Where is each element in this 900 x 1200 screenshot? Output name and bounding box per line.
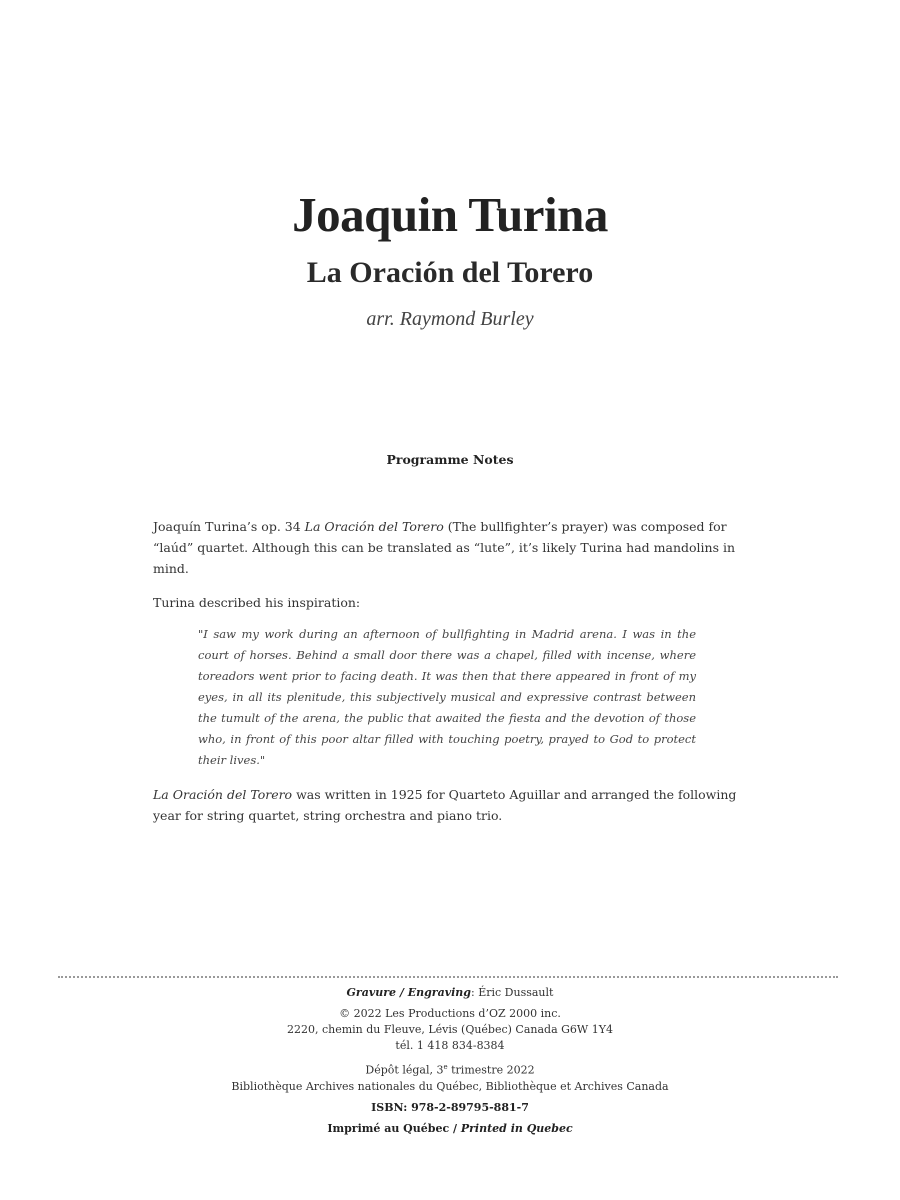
engraving-label-en: Engraving: [407, 986, 471, 999]
depot-suffix: trimestre 2022: [447, 1063, 535, 1077]
phone-line: tél. 1 418 834-8384: [395, 1039, 505, 1052]
depot-prefix: Dépôt légal, 3: [365, 1063, 444, 1077]
work-title-inline: La Oración del Torero: [304, 519, 444, 534]
composer-name: Joaquin Turina: [292, 187, 608, 242]
depot-line: [0, 1059, 900, 1079]
notes-paragraph-inspiration: Turina described his inspiration:: [153, 595, 361, 610]
copyright-line: © 2022 Les Productions d’OZ 2000 inc.: [339, 1007, 561, 1020]
engraver-name: : Éric Dussault: [471, 986, 554, 999]
isbn-text: ISBN: 978-2-89795-881-7: [371, 1100, 529, 1114]
intro-text-rest: (The bullfighter’s prayer) was composed for “laúd” quartet. Although this can be translated as “lute”, it’s likely Turina had mandolins in mind.: [153, 519, 736, 576]
arranger-credit: arr. Raymond Burley: [366, 308, 534, 330]
depot-sup: e: [443, 1063, 448, 1071]
turina-quote: "I saw my work during an afternoon of bullfighting in Madrid arena. I was in the court of horses. Behind a small door there was a chapel, filled with incense, where toreadors went prior to facing death. It was then that there appeared in front of my eyes, in all its plenitude, this subjectively musical and expressive contrast between the tumult of the arena, the public that awaited the fiesta and the devotion of those who, in front of this poor altar filled with touching poetry, prayed to God to protect their lives.": [198, 627, 696, 767]
intro-text: Joaquín Turina’s op. 34: [153, 519, 305, 534]
programme-notes-heading: Programme Notes: [386, 452, 514, 467]
notes-paragraph-history: [153, 784, 753, 826]
work-title: La Oración del Torero: [306, 256, 594, 289]
engraving-credit: [0, 985, 900, 1001]
notes-paragraph-intro: [153, 516, 753, 579]
printed-en: Printed in Quebec: [460, 1121, 573, 1135]
footer-divider: [58, 976, 838, 978]
address-line: 2220, chemin du Fleuve, Lévis (Québec) Canada G6W 1Y4: [286, 1023, 613, 1036]
publisher-footer: [0, 985, 900, 1142]
isbn-line: [0, 1100, 900, 1116]
printed-line: [0, 1121, 900, 1137]
engraving-label-fr: Gravure /: [346, 986, 404, 999]
libraries-line: Bibliothèque Archives nationales du Québec, Bibliothèque et Archives Canada: [231, 1079, 669, 1093]
work-title-inline-2: La Oración del Torero: [153, 787, 293, 802]
publisher-info: [0, 1006, 900, 1054]
legal-deposit: [0, 1059, 900, 1095]
history-text: was written in 1925 for Quarteto Aguillar and arranged the following year for string quartet, string orchestra and piano trio.: [153, 787, 737, 823]
printed-fr: Imprimé au Québec /: [327, 1121, 457, 1135]
